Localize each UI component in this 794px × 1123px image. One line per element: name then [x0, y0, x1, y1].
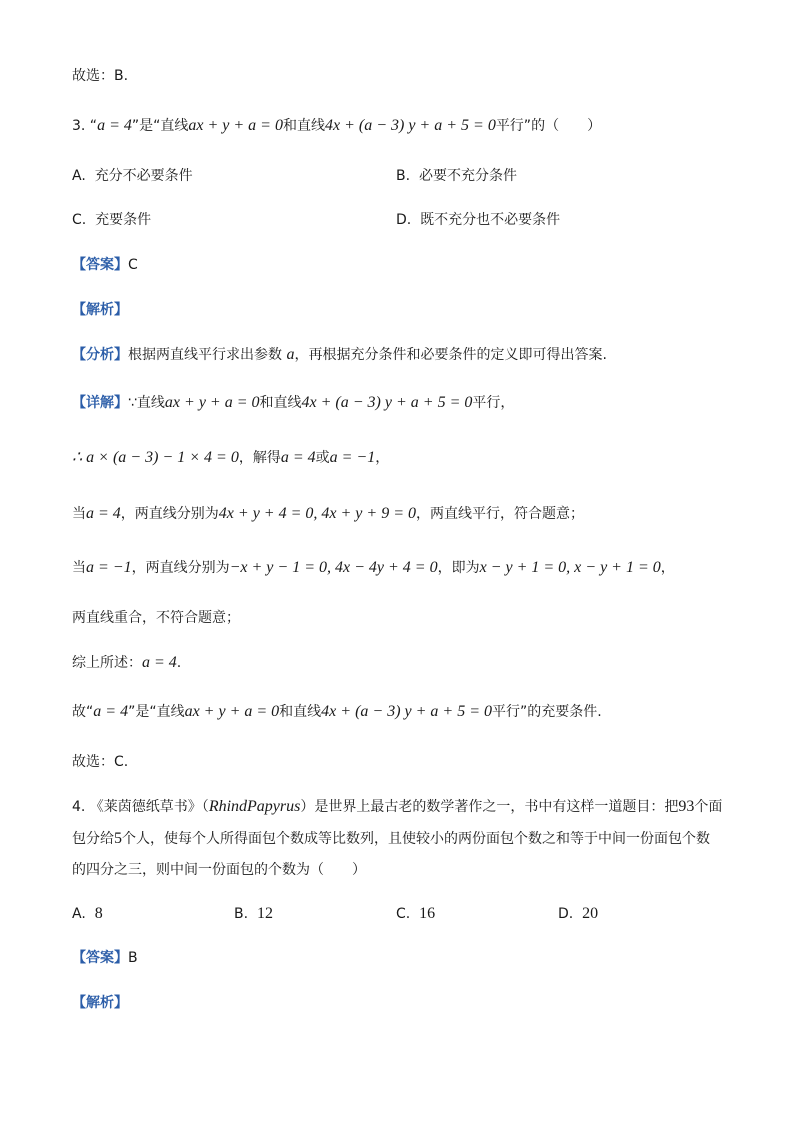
option-letter: B. — [234, 906, 249, 922]
answer-tag: 【答案】 — [72, 950, 128, 966]
body-text: 和直线 — [259, 395, 302, 411]
math-lines: 4x + y + 4 = 0, 4x + y + 9 = 0 — [218, 505, 416, 522]
question-number: 3. “ — [72, 118, 98, 134]
book-title-latin: RhindPapyrus — [208, 798, 301, 815]
answer-line — [72, 255, 138, 275]
body-text: 或 — [315, 450, 330, 466]
option-text: 20 — [582, 905, 599, 922]
stem-text: 和直线 — [282, 118, 325, 134]
q4-option-d — [558, 904, 598, 924]
math-condition: a = 4 — [97, 117, 132, 134]
body-text: 平行”的充要条件. — [492, 704, 602, 720]
option-letter: C. — [72, 212, 87, 228]
math-line-2: 4x + (a − 3) y + a + 5 = 0 — [321, 703, 493, 720]
stem-text: 个人，使每个人所得面包个数成等比数列，且使较小的两份面包个数之和等于中间一份面包个数 — [122, 831, 710, 847]
body-text: ， — [375, 450, 390, 466]
body-text: ，即为 — [437, 560, 480, 576]
question-4-line-3 — [72, 860, 366, 880]
previous-conclusion — [72, 66, 128, 86]
question-3-stem — [72, 116, 601, 136]
math-root-2: a = −1 — [329, 449, 376, 466]
option-text: 8 — [94, 905, 103, 922]
math-lines: −x + y − 1 = 0, 4x − 4y + 4 = 0 — [229, 559, 438, 576]
q4-option-b — [234, 904, 273, 924]
detail-line-2 — [72, 448, 389, 468]
stem-text: 的四分之三，则中间一份面包的个数为（ ） — [72, 862, 366, 878]
math-line-2: 4x + (a − 3) y + a + 5 = 0 — [324, 117, 496, 134]
final-choice — [72, 752, 128, 772]
math-line-1: ax + y + a = 0 — [164, 394, 260, 411]
stem-text: 个面 — [694, 799, 723, 815]
body-text: ，两直线平行，符合题意； — [415, 506, 584, 522]
option-text: 充分不必要条件 — [94, 168, 193, 184]
body-text: 综上所述： — [72, 655, 142, 671]
option-letter: B. — [396, 168, 411, 184]
conclusion-text: 故选：B. — [72, 68, 129, 84]
option-letter: D. — [558, 906, 574, 922]
body-text: ，两直线分别为 — [131, 560, 230, 576]
math-condition: a = 4 — [93, 703, 129, 720]
math-root-1: a = 4 — [280, 449, 316, 466]
conclusion-line — [72, 702, 602, 722]
summary-line — [72, 653, 181, 673]
body-text: 两直线重合，不符合题意； — [72, 610, 240, 626]
math-number: 93 — [678, 798, 695, 815]
detail-line-1 — [72, 393, 514, 413]
math-equation: ∴ a × (a − 3) − 1 × 4 = 0 — [72, 449, 239, 466]
math-lines-simplified: x − y + 1 = 0, x − y + 1 = 0 — [479, 559, 661, 576]
answer-value: B — [128, 950, 138, 966]
body-text: ， — [660, 560, 675, 576]
option-text: 12 — [256, 905, 273, 922]
body-text: ”是“直线 — [128, 704, 185, 720]
body-text: 平行， — [472, 395, 515, 411]
body-text: ，两直线分别为 — [120, 506, 219, 522]
stem-text: 平行”的（ ） — [495, 118, 602, 134]
answer-tag: 【答案】 — [72, 257, 128, 273]
math-line-2: 4x + (a − 3) y + a + 5 = 0 — [301, 394, 473, 411]
analysis-tag: 【解析】 — [72, 302, 128, 318]
math-number: 5 — [114, 830, 122, 847]
math-condition: a = 4 — [86, 505, 121, 522]
body-text: 当 — [72, 506, 86, 522]
option-letter: A. — [72, 906, 86, 922]
option-text: 充要条件 — [95, 212, 152, 228]
body-text: 故选：C. — [72, 754, 129, 770]
body-text: 当 — [72, 560, 86, 576]
option-d — [396, 210, 560, 230]
case-2-line — [72, 558, 675, 578]
option-text: 16 — [419, 905, 436, 922]
question-4-line-1 — [72, 797, 722, 817]
option-c — [72, 210, 151, 230]
option-letter: D. — [396, 212, 412, 228]
q4-analysis-heading — [72, 993, 128, 1013]
body-text: . — [176, 655, 182, 671]
option-text: 必要不充分条件 — [418, 168, 517, 184]
question-4-line-2 — [72, 829, 710, 849]
stem-text: 4. 《莱茵德纸草书》（ — [72, 799, 209, 815]
math-line-1: ax + y + a = 0 — [184, 703, 280, 720]
body-text: ∵直线 — [128, 395, 165, 411]
analysis-tag: 【解析】 — [72, 995, 128, 1011]
stem-text: ”是“直线 — [131, 118, 189, 134]
option-letter: C. — [396, 906, 411, 922]
stem-text: 包分给 — [72, 831, 114, 847]
math-var: a — [286, 346, 295, 363]
fenxi-tag: 【分析】 — [72, 347, 128, 363]
fenxi-line — [72, 345, 607, 365]
q4-option-a — [72, 904, 103, 924]
body-text: 故“ — [72, 704, 94, 720]
q4-answer-line — [72, 948, 138, 968]
stem-text: ）是世界上最古老的数学著作之一，书中有这样一道题目：把 — [300, 799, 679, 815]
answer-value: C — [128, 257, 138, 273]
option-text: 既不充分也不必要条件 — [420, 212, 561, 228]
body-text: 和直线 — [279, 704, 322, 720]
case-2-continuation — [72, 608, 240, 628]
math-line-1: ax + y + a = 0 — [188, 117, 283, 134]
body-text: 根据两直线平行求出参数 — [128, 347, 287, 363]
body-text: ，再根据充分条件和必要条件的定义即可得出答案. — [294, 347, 607, 363]
math-condition: a = −1 — [86, 559, 132, 576]
option-letter: A. — [72, 168, 86, 184]
q4-option-c — [396, 904, 435, 924]
option-b — [396, 166, 517, 186]
case-1-line — [72, 504, 584, 524]
detail-tag: 【详解】 — [72, 395, 128, 411]
option-a — [72, 166, 193, 186]
math-result: a = 4 — [142, 654, 177, 671]
analysis-heading — [72, 300, 128, 320]
body-text: ，解得 — [238, 450, 281, 466]
